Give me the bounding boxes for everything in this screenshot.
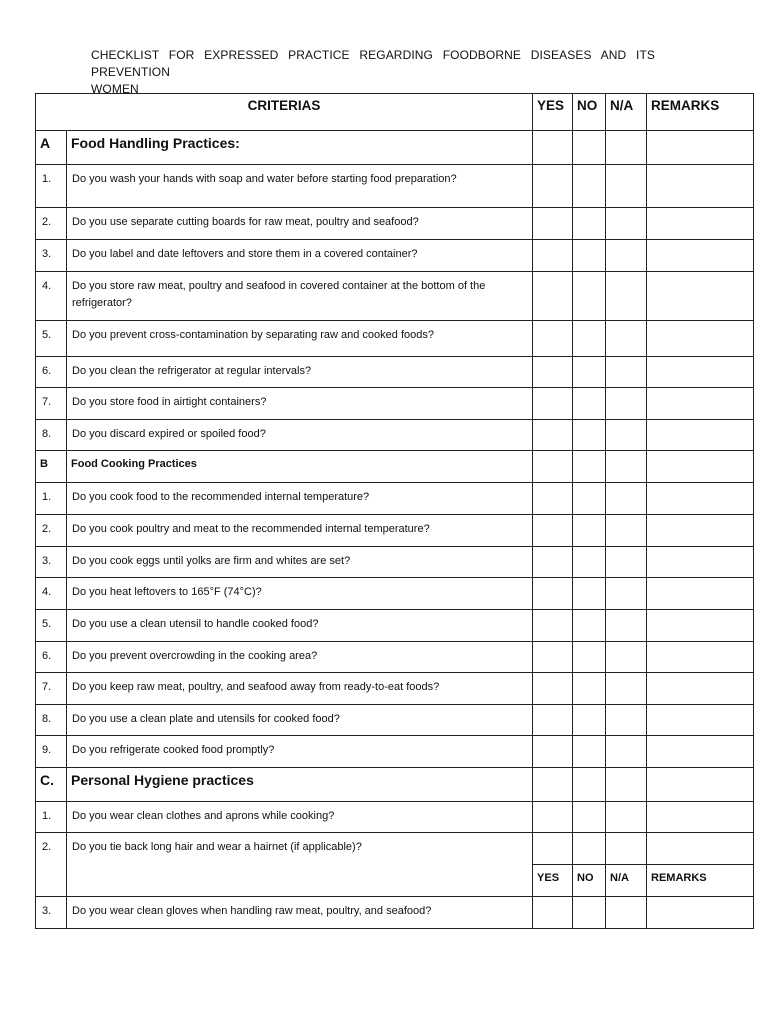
yes-cell[interactable]	[533, 131, 573, 165]
na-cell[interactable]	[606, 547, 647, 578]
item-question: Do you use separate cutting boards for raw meat, poultry and seafood?	[67, 208, 533, 240]
na-cell[interactable]	[606, 705, 647, 736]
remarks-cell[interactable]	[647, 897, 754, 929]
na-cell[interactable]	[606, 673, 647, 705]
section-c-row	[36, 768, 754, 802]
no-cell[interactable]	[573, 673, 606, 705]
remarks-cell[interactable]	[647, 240, 754, 272]
item-question: Do you keep raw meat, poultry, and seafood away from ready-to-eat foods?	[67, 673, 533, 705]
yes-cell[interactable]	[533, 357, 573, 388]
item-number: 1.	[36, 802, 67, 833]
item-question: Do you label and date leftovers and store them in a covered container?	[67, 240, 533, 272]
no-cell[interactable]	[573, 736, 606, 768]
yes-cell[interactable]	[533, 515, 573, 547]
remarks-cell[interactable]	[647, 515, 754, 547]
table-row	[36, 272, 754, 321]
yes-cell[interactable]	[533, 208, 573, 240]
no-cell[interactable]	[573, 768, 606, 802]
section-heading: Food Cooking Practices	[67, 451, 533, 483]
yes-cell[interactable]	[533, 802, 573, 833]
checklist-table	[35, 93, 754, 929]
table-row	[36, 673, 754, 705]
item-number: 2.	[36, 515, 67, 547]
no-cell[interactable]	[573, 547, 606, 578]
yes-cell[interactable]	[533, 610, 573, 642]
table-row	[36, 208, 754, 240]
item-number: 3.	[36, 547, 67, 578]
item-question: Do you clean the refrigerator at regular intervals?	[67, 357, 533, 388]
table-row	[36, 578, 754, 610]
no-cell[interactable]	[573, 451, 606, 483]
na-cell[interactable]	[606, 610, 647, 642]
remarks-cell[interactable]	[647, 321, 754, 357]
item-question: Do you cook eggs until yolks are firm and whites are set?	[67, 547, 533, 578]
table-row	[36, 547, 754, 578]
yes-cell[interactable]	[533, 272, 573, 321]
remarks-cell[interactable]	[647, 705, 754, 736]
remarks-cell[interactable]	[647, 388, 754, 420]
no-cell[interactable]	[573, 208, 606, 240]
header-yes: YES	[533, 94, 573, 131]
section-letter: B	[36, 451, 67, 483]
no-cell[interactable]	[573, 357, 606, 388]
remarks-cell[interactable]	[647, 736, 754, 768]
na-cell[interactable]	[606, 165, 647, 208]
header-na: N/A	[606, 865, 647, 897]
item-number: 4.	[36, 578, 67, 610]
remarks-cell[interactable]	[647, 451, 754, 483]
table-row	[36, 388, 754, 420]
remarks-cell[interactable]	[647, 578, 754, 610]
no-cell[interactable]	[573, 131, 606, 165]
no-cell[interactable]	[573, 483, 606, 515]
no-cell[interactable]	[573, 240, 606, 272]
item-question: Do you cook poultry and meat to the recommended internal temperature?	[67, 515, 533, 547]
remarks-cell[interactable]	[647, 272, 754, 321]
item-question: Do you wear clean gloves when handling raw meat, poultry, and seafood?	[67, 897, 533, 929]
header-remarks: REMARKS	[647, 94, 754, 131]
yes-cell[interactable]	[533, 388, 573, 420]
header-no: NO	[573, 865, 606, 897]
header-criteria: CRITERIAS	[36, 94, 533, 131]
header-row	[36, 94, 754, 131]
header-no: NO	[573, 94, 606, 131]
table-row	[36, 833, 754, 865]
section-a-row	[36, 131, 754, 165]
na-cell[interactable]	[606, 357, 647, 388]
na-cell[interactable]	[606, 897, 647, 929]
table-row	[36, 165, 754, 208]
remarks-cell[interactable]	[647, 357, 754, 388]
no-cell[interactable]	[573, 420, 606, 451]
item-number: 9.	[36, 736, 67, 768]
na-cell[interactable]	[606, 388, 647, 420]
na-cell[interactable]	[606, 451, 647, 483]
yes-cell[interactable]	[533, 833, 573, 865]
table-row	[36, 357, 754, 388]
title-line-1: CHECKLIST FOR EXPRESSED PRACTICE REGARDING FOODBORNE DISEASES AND ITS PREVENTION	[91, 48, 655, 79]
table-row	[36, 240, 754, 272]
remarks-cell[interactable]	[647, 768, 754, 802]
remarks-cell[interactable]	[647, 802, 754, 833]
yes-cell[interactable]	[533, 420, 573, 451]
na-cell[interactable]	[606, 802, 647, 833]
item-question: Do you prevent cross-contamination by separating raw and cooked foods?	[67, 321, 533, 357]
remarks-cell[interactable]	[647, 673, 754, 705]
na-cell[interactable]	[606, 240, 647, 272]
item-question: Do you prevent overcrowding in the cooking area?	[67, 642, 533, 673]
item-question: Do you use a clean utensil to handle cooked food?	[67, 610, 533, 642]
item-question: Do you tie back long hair and wear a hairnet (if applicable)?	[67, 833, 533, 897]
title-line-2: WOMEN	[91, 82, 139, 96]
yes-cell[interactable]	[533, 897, 573, 929]
yes-cell[interactable]	[533, 451, 573, 483]
remarks-cell[interactable]	[647, 610, 754, 642]
no-cell[interactable]	[573, 272, 606, 321]
item-question: Do you store raw meat, poultry and seafood in covered container at the bottom of the refrigerator?	[67, 272, 533, 321]
table-row	[36, 705, 754, 736]
header-na: N/A	[606, 94, 647, 131]
table-row	[36, 610, 754, 642]
item-question: Do you wash your hands with soap and water before starting food preparation?	[67, 165, 533, 208]
section-b-row	[36, 451, 754, 483]
item-question: Do you store food in airtight containers?	[67, 388, 533, 420]
no-cell[interactable]	[573, 321, 606, 357]
na-cell[interactable]	[606, 768, 647, 802]
section-heading: Food Handling Practices:	[67, 131, 533, 165]
item-question: Do you discard expired or spoiled food?	[67, 420, 533, 451]
item-number: 8.	[36, 705, 67, 736]
item-number: 5.	[36, 610, 67, 642]
table-row	[36, 736, 754, 768]
table-row	[36, 321, 754, 357]
item-number: 5.	[36, 321, 67, 357]
table-row	[36, 420, 754, 451]
na-cell[interactable]	[606, 642, 647, 673]
item-number: 4.	[36, 272, 67, 321]
yes-cell[interactable]	[533, 165, 573, 208]
na-cell[interactable]	[606, 833, 647, 865]
table-row	[36, 642, 754, 673]
no-cell[interactable]	[573, 642, 606, 673]
yes-cell[interactable]	[533, 321, 573, 357]
yes-cell[interactable]	[533, 547, 573, 578]
item-number: 1.	[36, 165, 67, 208]
na-cell[interactable]	[606, 321, 647, 357]
item-question: Do you refrigerate cooked food promptly?	[67, 736, 533, 768]
item-question: Do you use a clean plate and utensils for cooked food?	[67, 705, 533, 736]
item-number: 3.	[36, 897, 67, 929]
item-number: 7.	[36, 388, 67, 420]
na-cell[interactable]	[606, 272, 647, 321]
section-letter: A	[36, 131, 67, 165]
no-cell[interactable]	[573, 578, 606, 610]
remarks-cell[interactable]	[647, 208, 754, 240]
header-remarks: REMARKS	[647, 865, 754, 897]
table-row	[36, 515, 754, 547]
na-cell[interactable]	[606, 578, 647, 610]
item-number: 6.	[36, 357, 67, 388]
no-cell[interactable]	[573, 515, 606, 547]
yes-cell[interactable]	[533, 642, 573, 673]
na-cell[interactable]	[606, 515, 647, 547]
section-heading: Personal Hygiene practices	[67, 768, 533, 802]
no-cell[interactable]	[573, 833, 606, 865]
table-row	[36, 483, 754, 515]
remarks-cell[interactable]	[647, 642, 754, 673]
yes-cell[interactable]	[533, 736, 573, 768]
na-cell[interactable]	[606, 208, 647, 240]
na-cell[interactable]	[606, 736, 647, 768]
item-question: Do you cook food to the recommended internal temperature?	[67, 483, 533, 515]
no-cell[interactable]	[573, 802, 606, 833]
remarks-cell[interactable]	[647, 547, 754, 578]
no-cell[interactable]	[573, 388, 606, 420]
section-letter: C.	[36, 768, 67, 802]
no-cell[interactable]	[573, 705, 606, 736]
na-cell[interactable]	[606, 483, 647, 515]
na-cell[interactable]	[606, 131, 647, 165]
item-number: 2.	[36, 208, 67, 240]
no-cell[interactable]	[573, 610, 606, 642]
yes-cell[interactable]	[533, 483, 573, 515]
remarks-cell[interactable]	[647, 833, 754, 865]
remarks-cell[interactable]	[647, 165, 754, 208]
item-number: 2.	[36, 833, 67, 897]
item-number: 7.	[36, 673, 67, 705]
na-cell[interactable]	[606, 420, 647, 451]
document-title	[91, 47, 655, 98]
item-question: Do you wear clean clothes and aprons while cooking?	[67, 802, 533, 833]
item-question: Do you heat leftovers to 165°F (74°C)?	[67, 578, 533, 610]
yes-cell[interactable]	[533, 705, 573, 736]
remarks-cell[interactable]	[647, 131, 754, 165]
table-row	[36, 897, 754, 929]
no-cell[interactable]	[573, 897, 606, 929]
remarks-cell[interactable]	[647, 483, 754, 515]
no-cell[interactable]	[573, 165, 606, 208]
item-number: 3.	[36, 240, 67, 272]
yes-cell[interactable]	[533, 768, 573, 802]
yes-cell[interactable]	[533, 578, 573, 610]
table-row	[36, 802, 754, 833]
remarks-cell[interactable]	[647, 420, 754, 451]
yes-cell[interactable]	[533, 240, 573, 272]
item-number: 6.	[36, 642, 67, 673]
item-number: 8.	[36, 420, 67, 451]
item-number: 1.	[36, 483, 67, 515]
yes-cell[interactable]	[533, 673, 573, 705]
header-yes: YES	[533, 865, 573, 897]
